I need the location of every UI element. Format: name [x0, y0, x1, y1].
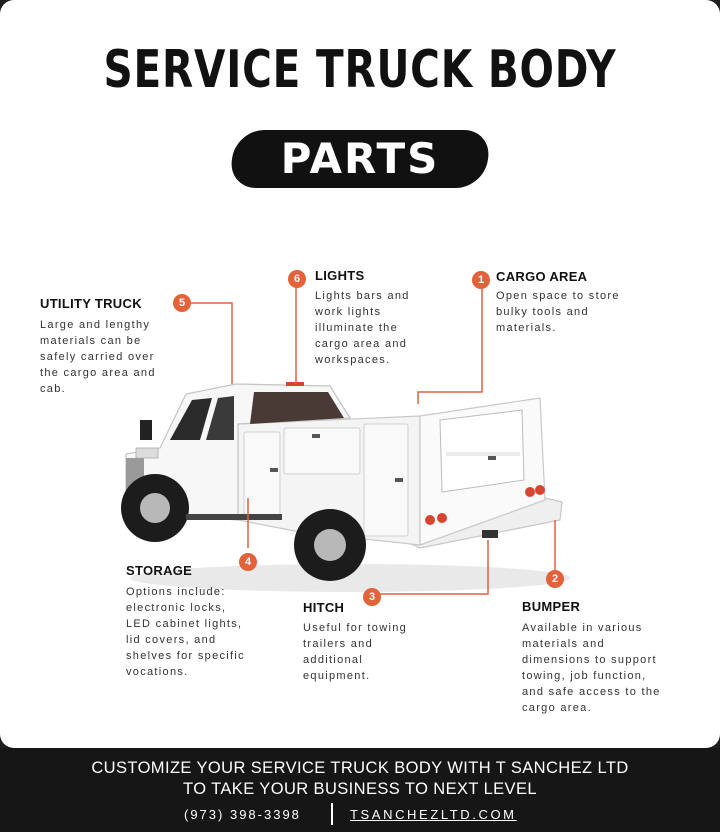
rear-rim [314, 529, 346, 561]
callout-description-bumper: Available in various materials and dimensions to support towing, job function, and safe access to the cargo area. [522, 622, 661, 714]
callout-label-hitch: HITCH [303, 600, 345, 615]
door-handle [488, 456, 496, 460]
callout-label-cargo-area: CARGO AREA [496, 269, 588, 284]
callout-label-utility-truck: UTILITY TRUCK [40, 296, 142, 311]
footer-cta-line-1: CUSTOMIZE YOUR SERVICE TRUCK BODY WITH T SANCHEZ LTD [91, 759, 629, 777]
callout-description-cargo-area: Open space to store bulky tools and materials. [496, 290, 620, 334]
callout-badge-2: 2 [546, 570, 564, 588]
footer-phone[interactable]: (973) 398-3398 [184, 807, 301, 822]
callout-badge-6: 6 [288, 270, 306, 288]
page-subtitle: PARTS [280, 134, 440, 183]
callout-description-lights: Lights bars and work lights illuminate the cargo area and workspaces. [315, 290, 410, 366]
cargo-reflection [446, 452, 520, 456]
roof-light [286, 382, 304, 386]
callout-badge-4: 4 [239, 553, 257, 571]
footer-separator [331, 803, 333, 825]
callout-badge-1: 1 [472, 271, 490, 289]
callout-description-utility-truck: Large and lengthy materials can be safely carried over the cargo area and cab. [40, 319, 156, 395]
hitch-receiver [482, 530, 498, 538]
callout-description-storage: Options include: electronic locks, LED cabinet lights, lid covers, and shelves for specific vocations. [126, 586, 245, 678]
callout-description-hitch: Useful for towing trailers and additional equipment. [303, 622, 408, 682]
callout-badge-5: 5 [173, 294, 191, 312]
leader-line-utility [191, 303, 232, 384]
footer-cta-line-2: TO TAKE YOUR BUSINESS TO NEXT LEVEL [183, 780, 537, 798]
headlight [136, 448, 158, 458]
cargo-area-rendering [440, 410, 524, 492]
door-handle [395, 478, 403, 482]
mirror [140, 420, 152, 440]
callout-label-bumper: BUMPER [522, 599, 581, 614]
compartment-door [244, 432, 280, 516]
callout-badge-3: 3 [363, 588, 381, 606]
tail-light [535, 485, 545, 495]
running-board [186, 514, 282, 520]
compartment-door [284, 428, 360, 474]
footer-website-link[interactable]: TSANCHEZLTD.COM [350, 807, 517, 822]
callout-label-lights: LIGHTS [315, 268, 365, 283]
tail-light [437, 513, 447, 523]
leader-line-cargo [418, 288, 482, 404]
page-title: SERVICE TRUCK BODY [103, 40, 617, 100]
door-handle [270, 468, 278, 472]
callout-label-storage: STORAGE [126, 563, 193, 578]
tail-light [525, 487, 535, 497]
door-handle [312, 434, 320, 438]
front-rim [140, 493, 170, 523]
tail-light [425, 515, 435, 525]
